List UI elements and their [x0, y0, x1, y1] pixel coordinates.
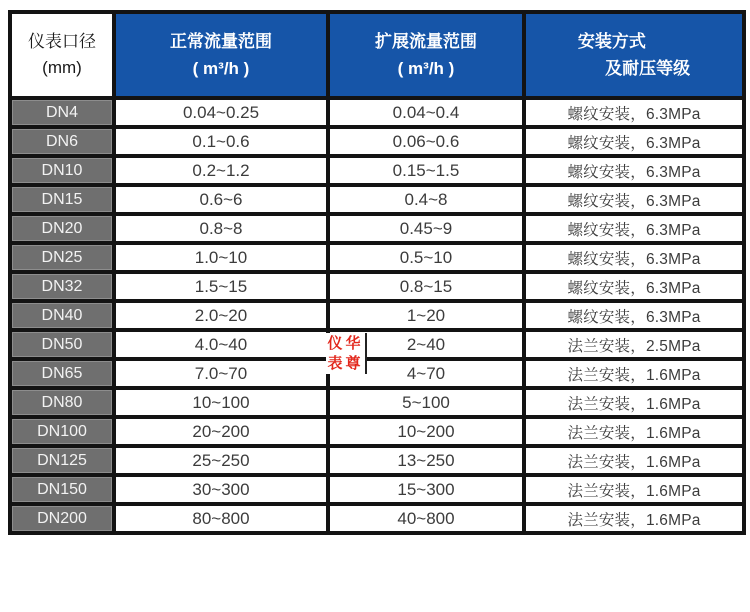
- table-row: [10, 98, 744, 127]
- extended-range-cell: 13~250: [328, 446, 524, 475]
- dn-size-cell: DN32: [10, 272, 114, 301]
- installation-cell: 法兰安装，1.6MPa: [524, 446, 744, 475]
- header-line: 扩展流量范围: [375, 31, 477, 51]
- table-row: [10, 417, 744, 446]
- normal-range-cell: 1.5~15: [114, 272, 328, 301]
- installation-cell: 法兰安装，1.6MPa: [524, 504, 744, 533]
- table-row: [10, 359, 744, 388]
- installation-cell: 法兰安装，1.6MPa: [524, 359, 744, 388]
- flow-meter-spec-table: [8, 10, 746, 535]
- table-row: [10, 272, 744, 301]
- normal-range-cell: 0.04~0.25: [114, 98, 328, 127]
- dn-size-cell: DN20: [10, 214, 114, 243]
- table-header: [10, 12, 744, 98]
- header-normal-range-text: [170, 28, 272, 82]
- header-extended-range: [328, 12, 524, 98]
- dn-size-cell: DN50: [10, 330, 114, 359]
- table-row: [10, 214, 744, 243]
- extended-range-cell: 0.04~0.4: [328, 98, 524, 127]
- installation-cell: 法兰安装，1.6MPa: [524, 388, 744, 417]
- dn-size-cell: DN25: [10, 243, 114, 272]
- normal-range-cell: 7.0~70: [114, 359, 328, 388]
- normal-range-cell: 1.0~10: [114, 243, 328, 272]
- extended-range-cell: 4~70: [328, 359, 524, 388]
- dn-size-cell: DN100: [10, 417, 114, 446]
- extended-range-cell: 0.15~1.5: [328, 156, 524, 185]
- extended-range-cell: 0.5~10: [328, 243, 524, 272]
- table-body: [10, 98, 744, 533]
- header-line: 仪表口径: [28, 31, 96, 51]
- installation-cell: 螺纹安装，6.3MPa: [524, 127, 744, 156]
- dn-size-cell: DN4: [10, 98, 114, 127]
- watermark-line: 仪华: [327, 335, 364, 352]
- installation-cell: 螺纹安装，6.3MPa: [524, 156, 744, 185]
- dn-size-cell: DN65: [10, 359, 114, 388]
- dn-size-cell: DN200: [10, 504, 114, 533]
- normal-range-cell: 0.1~0.6: [114, 127, 328, 156]
- installation-cell: 螺纹安装，6.3MPa: [524, 185, 744, 214]
- installation-cell: 螺纹安装，6.3MPa: [524, 214, 744, 243]
- installation-cell: 螺纹安装，6.3MPa: [524, 301, 744, 330]
- header-installation: [524, 12, 744, 98]
- header-line: ( m³/h ): [397, 59, 455, 78]
- installation-cell: 法兰安装，1.6MPa: [524, 475, 744, 504]
- header-normal-range: [114, 12, 328, 98]
- installation-cell: 螺纹安装，6.3MPa: [524, 98, 744, 127]
- extended-range-cell: 5~100: [328, 388, 524, 417]
- dn-size-cell: DN40: [10, 301, 114, 330]
- brand-watermark-stamp: [326, 333, 367, 374]
- dn-size-cell: DN10: [10, 156, 114, 185]
- normal-range-cell: 4.0~40: [114, 330, 328, 359]
- extended-range-cell: 1~20: [328, 301, 524, 330]
- extended-range-cell: 2~40: [328, 330, 524, 359]
- normal-range-cell: 30~300: [114, 475, 328, 504]
- table-row: [10, 475, 744, 504]
- extended-range-cell: 15~300: [328, 475, 524, 504]
- normal-range-cell: 25~250: [114, 446, 328, 475]
- table-row: [10, 185, 744, 214]
- header-line: ( m³/h ): [192, 59, 250, 78]
- dn-size-cell: DN125: [10, 446, 114, 475]
- extended-range-cell: 40~800: [328, 504, 524, 533]
- table-row: [10, 127, 744, 156]
- header-line: 安装方式: [577, 31, 646, 51]
- extended-range-cell: 0.8~15: [328, 272, 524, 301]
- table-row: [10, 388, 744, 417]
- extended-range-cell: 10~200: [328, 417, 524, 446]
- header-line: (mm): [42, 58, 82, 77]
- installation-cell: 法兰安装，1.6MPa: [524, 417, 744, 446]
- table-row: [10, 301, 744, 330]
- dn-size-cell: DN15: [10, 185, 114, 214]
- installation-cell: 螺纹安装，6.3MPa: [524, 243, 744, 272]
- extended-range-cell: 0.06~0.6: [328, 127, 524, 156]
- extended-range-cell: 0.4~8: [328, 185, 524, 214]
- table-row: [10, 504, 744, 533]
- normal-range-cell: 0.8~8: [114, 214, 328, 243]
- header-diameter-text: [12, 29, 112, 82]
- header-installation-text: [578, 28, 690, 82]
- installation-cell: 螺纹安装，6.3MPa: [524, 272, 744, 301]
- normal-range-cell: 20~200: [114, 417, 328, 446]
- extended-range-cell: 0.45~9: [328, 214, 524, 243]
- table-row: [10, 243, 744, 272]
- installation-cell: 法兰安装，2.5MPa: [524, 330, 744, 359]
- normal-range-cell: 10~100: [114, 388, 328, 417]
- header-row: [10, 12, 744, 98]
- normal-range-cell: 0.2~1.2: [114, 156, 328, 185]
- normal-range-cell: 2.0~20: [114, 301, 328, 330]
- dn-size-cell: DN150: [10, 475, 114, 504]
- normal-range-cell: 80~800: [114, 504, 328, 533]
- normal-range-cell: 0.6~6: [114, 185, 328, 214]
- header-line: 正常流量范围: [170, 31, 272, 51]
- dn-size-cell: DN6: [10, 127, 114, 156]
- dn-size-cell: DN80: [10, 388, 114, 417]
- table-row: [10, 156, 744, 185]
- header-diameter: [10, 12, 114, 98]
- table-row: [10, 330, 744, 359]
- watermark-line: 表尊: [327, 355, 364, 372]
- header-line: 及耐压等级: [605, 59, 691, 78]
- table-row: [10, 446, 744, 475]
- header-extended-range-text: [375, 28, 477, 82]
